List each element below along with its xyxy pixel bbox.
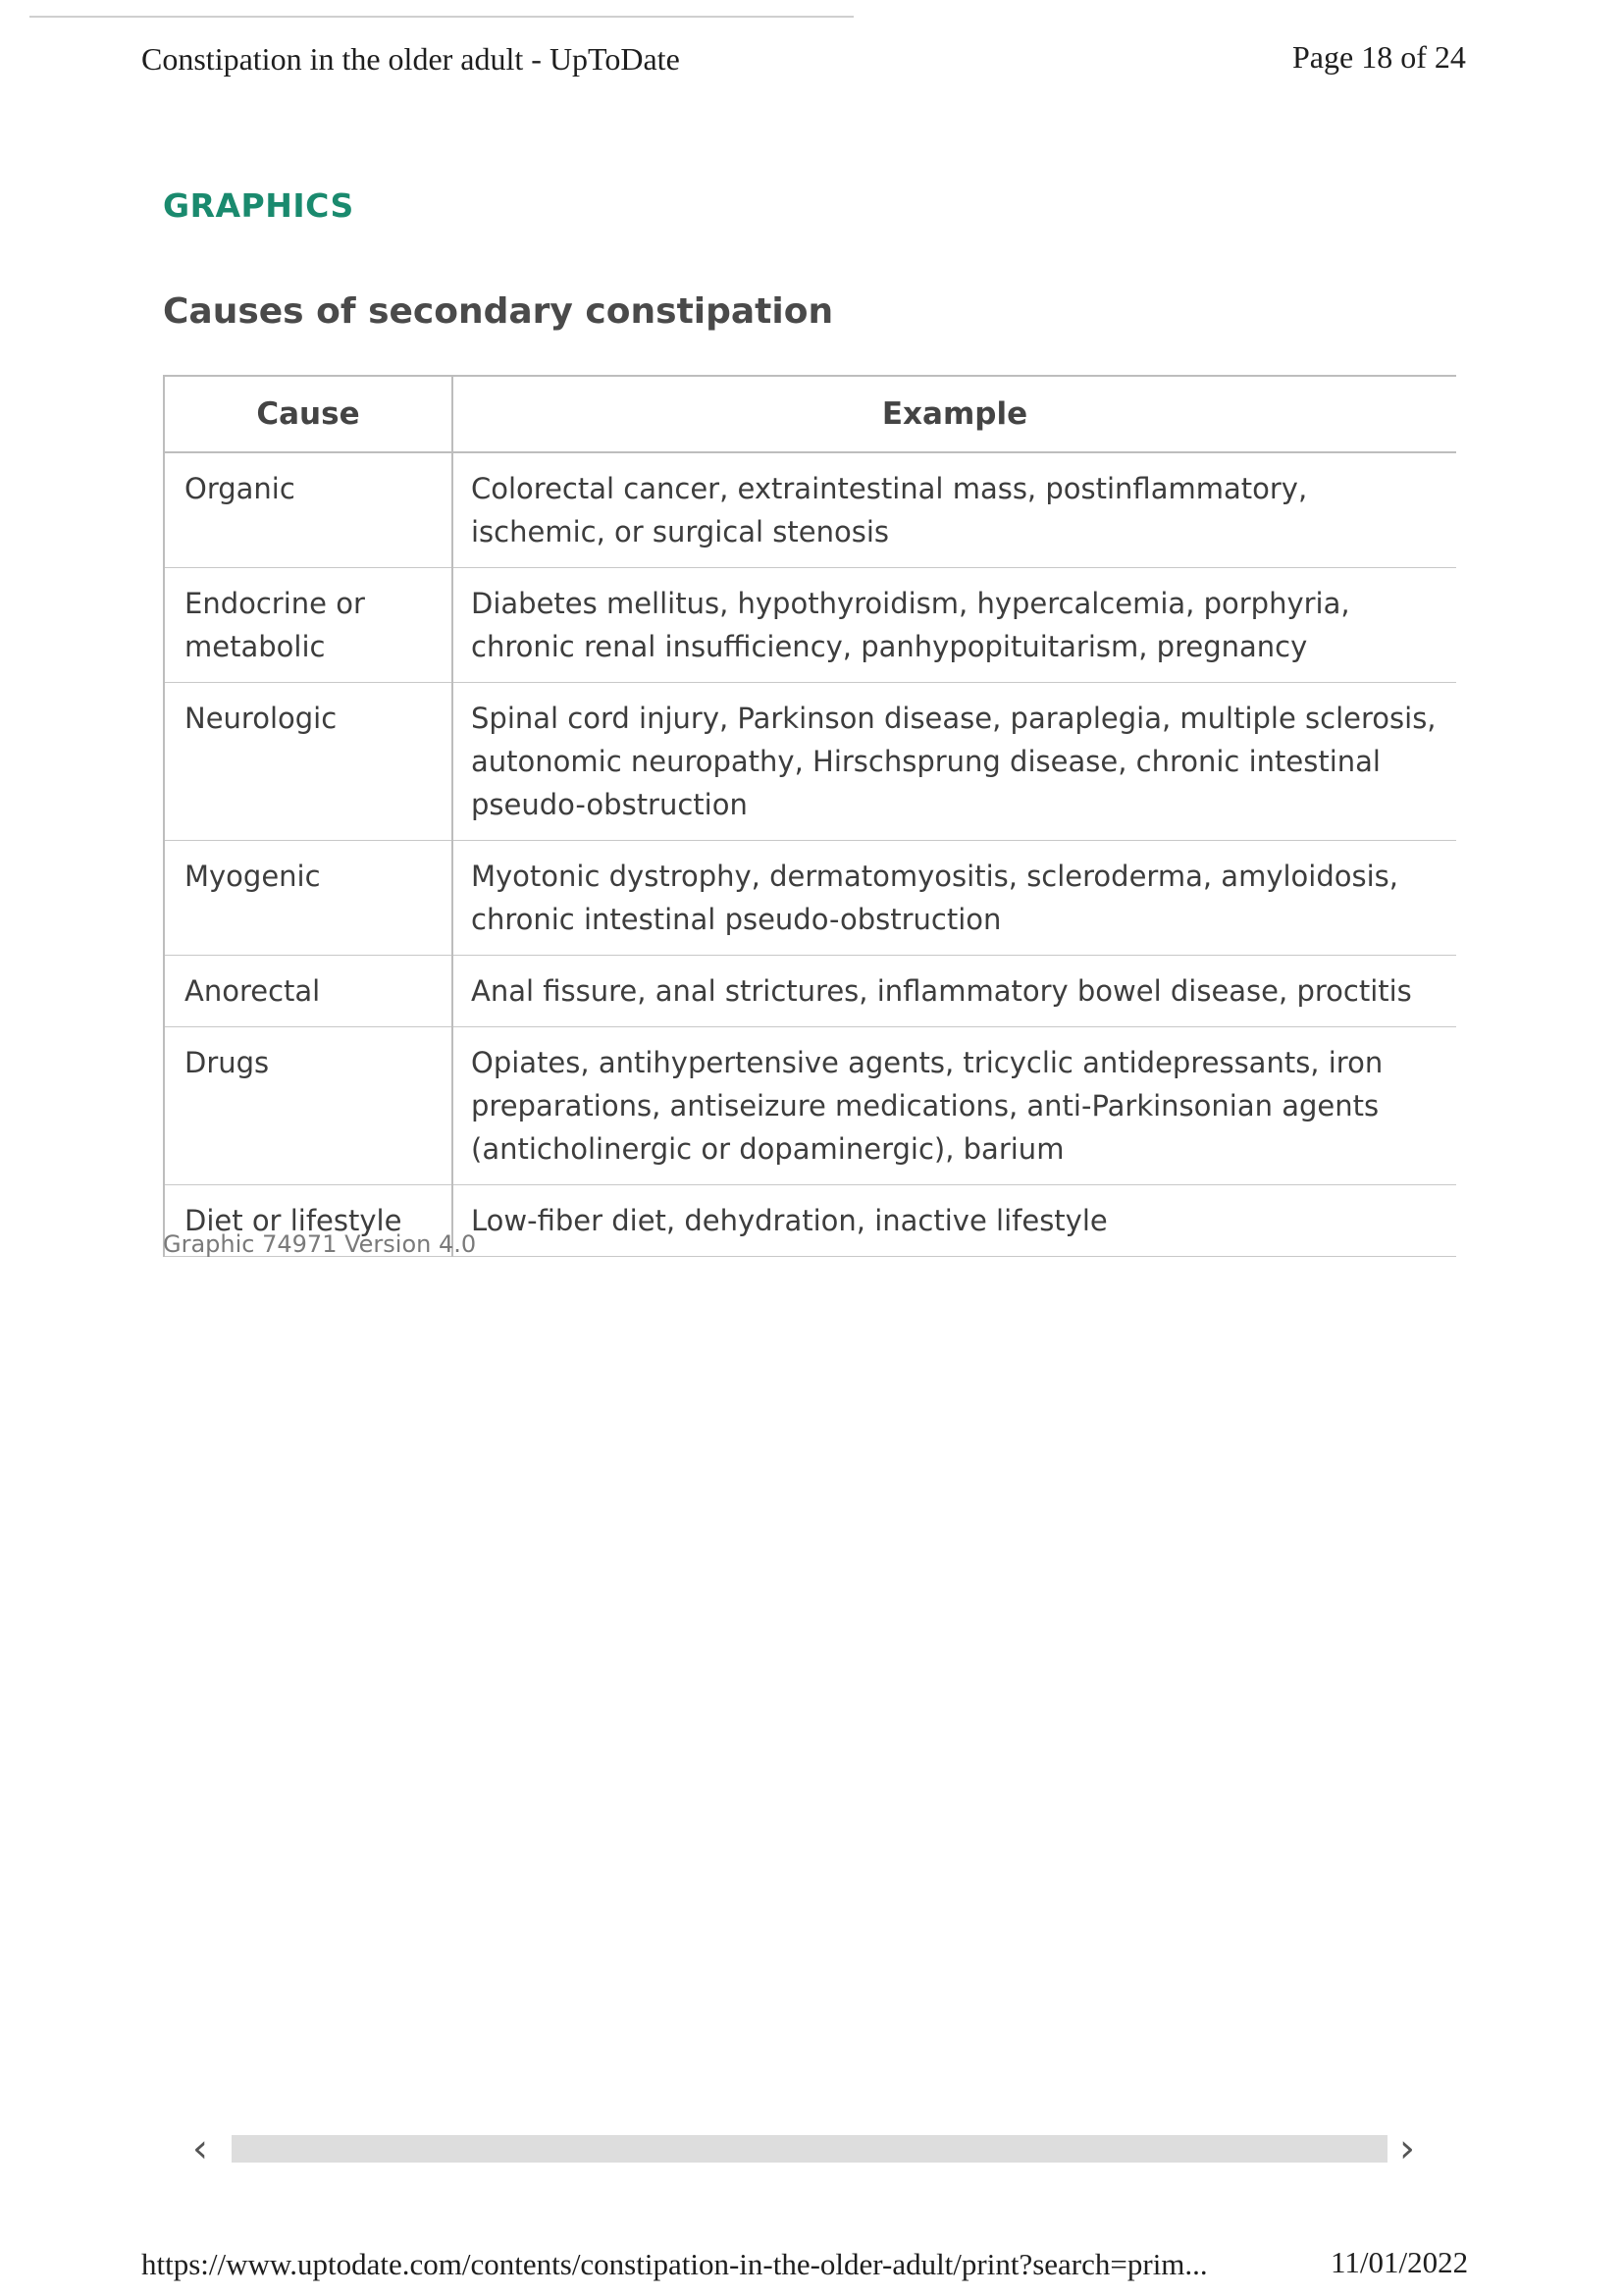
cause-cell: Organic (164, 452, 452, 568)
table-row (164, 452, 1456, 568)
graphic-caption: Graphic 74971 Version 4.0 (163, 1230, 477, 1258)
section-label: GRAPHICS (163, 186, 354, 225)
column-header-example: Example (452, 376, 1456, 452)
example-cell: Myotonic dystrophy, dermatomyositis, scleroderma, amyloidosis, chronic intestinal pseudo-obstruction (452, 841, 1456, 956)
example-cell: Diabetes mellitus, hypothyroidism, hypercalcemia, porphyria, chronic renal insufficiency, panhypopituitarism, pregnancy (452, 568, 1456, 683)
cause-cell: Anorectal (164, 956, 452, 1027)
cause-cell: Drugs (164, 1027, 452, 1185)
table-header-row (164, 376, 1456, 452)
table-row (164, 1027, 1456, 1185)
table-row (164, 841, 1456, 956)
table-row (164, 568, 1456, 683)
cause-cell: Myogenic (164, 841, 452, 956)
column-header-cause: Cause (164, 376, 452, 452)
example-cell: Opiates, antihypertensive agents, tricyclic antidepressants, iron preparations, antiseizure medications, anti-Parkinsonian agents (anticholinergic or dopaminergic), barium (452, 1027, 1456, 1185)
cause-cell: Diet or lifestyle (164, 1185, 452, 1257)
horizontal-scrollbar[interactable] (232, 2135, 1387, 2163)
cause-cell: Endocrine or metabolic (164, 568, 452, 683)
example-cell: Spinal cord injury, Parkinson disease, paraplegia, multiple sclerosis, autonomic neuropathy, Hirschsprung disease, chronic intestinal pseudo-obstruction (452, 683, 1456, 841)
example-cell: Colorectal cancer, extraintestinal mass, postinflammatory, ischemic, or surgical stenosis (452, 452, 1456, 568)
top-rule (29, 16, 854, 18)
print-footer-url: https://www.uptodate.com/contents/constipation-in-the-older-adult/print?search=prim... (141, 2247, 1208, 2281)
example-cell: Anal fissure, anal strictures, inflammatory bowel disease, proctitis (452, 956, 1456, 1027)
table-row (164, 956, 1456, 1027)
table-row (164, 683, 1456, 841)
scroll-right-arrow-icon[interactable]: › (1399, 2126, 1415, 2171)
scroll-left-arrow-icon[interactable]: ‹ (192, 2126, 208, 2171)
cause-cell: Neurologic (164, 683, 452, 841)
print-header-title: Constipation in the older adult - UpToDate (141, 41, 680, 77)
graphic-title: Causes of secondary constipation (163, 291, 834, 332)
print-footer-date: 11/01/2022 (1331, 2245, 1469, 2279)
causes-table (163, 375, 1456, 1257)
page-indicator: Page 18 of 24 (1292, 39, 1466, 75)
example-cell: Low-fiber diet, dehydration, inactive lifestyle (452, 1185, 1456, 1257)
